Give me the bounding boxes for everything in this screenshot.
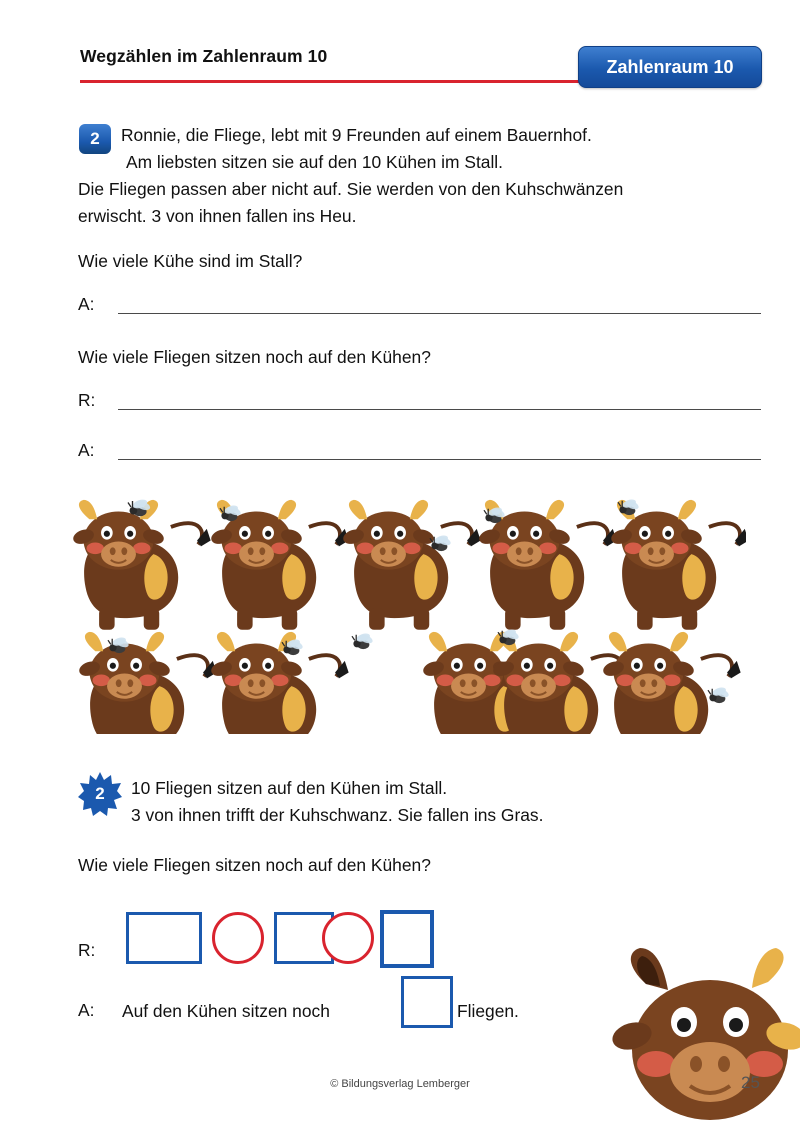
second-task-answer-label: A: xyxy=(78,1000,95,1020)
starburst-number: 2 xyxy=(95,784,105,803)
exercise-text-line-3: Die Fliegen passen aber nicht auf. Sie werden von den Kuhschwänzen xyxy=(78,179,624,199)
answer-label-1: A: xyxy=(78,294,95,314)
answer-sentence-after: Fliegen. xyxy=(457,1001,519,1021)
cow-illustration xyxy=(60,486,746,734)
second-task-result-label: R: xyxy=(78,940,96,960)
exercise-text-line-2: Am liebsten sitzen sie auf den 10 Kühen im Stall. xyxy=(126,152,504,172)
equation-slot-4[interactable] xyxy=(322,912,374,964)
page-number: 25 xyxy=(741,1073,760,1092)
status-badge: Zahlenraum 10 xyxy=(578,46,762,88)
second-task-line-2: 3 von ihnen trifft der Kuhschwanz. Sie fallen ins Gras. xyxy=(131,805,544,825)
exercise-number-badge: 2 xyxy=(79,124,111,154)
exercise-text-line-1: Ronnie, die Fliege, lebt mit 9 Freunden auf einem Bauernhof. xyxy=(121,125,592,145)
page-header xyxy=(0,0,800,96)
page-title: Wegzählen im Zahlenraum 10 xyxy=(80,46,328,66)
equation-slot-2[interactable] xyxy=(212,912,264,964)
equation-slot-5[interactable] xyxy=(380,910,434,968)
second-task-line-1: 10 Fliegen sitzen auf den Kühen im Stall. xyxy=(131,778,448,798)
question-1: Wie viele Kühe sind im Stall? xyxy=(78,251,303,271)
corner-cow-illustration xyxy=(610,940,800,1132)
second-task-question: Wie viele Fliegen sitzen noch auf den Kühen? xyxy=(78,855,431,875)
result-input-line-1[interactable] xyxy=(118,409,761,410)
answer-input-box[interactable] xyxy=(401,976,453,1028)
answer-sentence-before: Auf den Kühen sitzen noch xyxy=(122,1001,330,1021)
equation-slot-1[interactable] xyxy=(126,912,202,964)
exercise-text-line-4: erwischt. 3 von ihnen fallen ins Heu. xyxy=(78,206,357,226)
answer-label-2: A: xyxy=(78,440,95,460)
answer-input-line-1[interactable] xyxy=(118,313,761,314)
result-label-1: R: xyxy=(78,390,96,410)
answer-input-line-2[interactable] xyxy=(118,459,761,460)
footer-copyright: © Bildungsverlag Lemberger xyxy=(330,1078,470,1090)
question-2: Wie viele Fliegen sitzen noch auf den Kühen? xyxy=(78,347,431,367)
